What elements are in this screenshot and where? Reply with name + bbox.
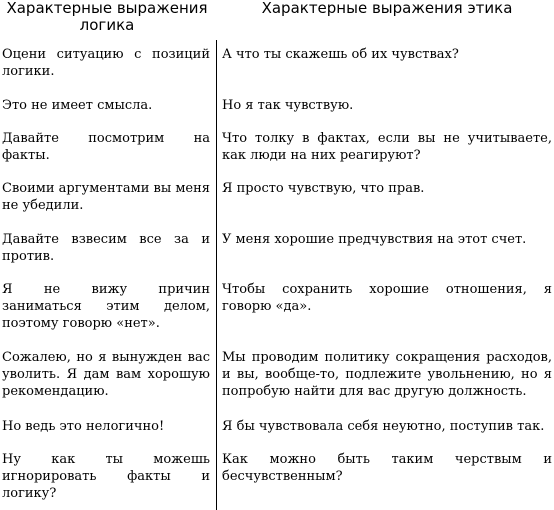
- header-logic: Характерные выражения логика: [6, 0, 208, 34]
- ethic-expression-3: Что толку в фактах, если вы не учитываете, как люди на них реагируют?: [222, 131, 552, 163]
- logic-expression-5: Давайте взвесим все за и против.: [2, 232, 210, 264]
- logic-expression-9: Ну как ты можешь игнорировать факты и логику?: [2, 452, 210, 501]
- ethic-expression-5: У меня хорошие предчувствия на этот счет.: [222, 232, 527, 247]
- ethic-expression-6: Чтобы сохранить хорошие отношения, я говорю «да».: [222, 282, 552, 314]
- logic-expression-4: Своими аргументами вы меня не убедили.: [2, 181, 210, 213]
- logic-expression-6: Я не вижу причин заниматься этим делом, поэтому говорю «нет».: [2, 282, 210, 331]
- logic-expression-7: Сожалею, но я вынужден вас уволить. Я дам вам хорошую рекомендацию.: [2, 350, 210, 399]
- logic-expression-3: Давайте посмотрим на факты.: [2, 131, 210, 163]
- header-ethic: Характерные выражения этика: [261, 0, 513, 17]
- ethic-expression-1: А что ты скажешь об их чувствах?: [222, 47, 459, 62]
- ethic-expression-8: Я бы чувствовала себя неуютно, поступив так.: [222, 419, 545, 434]
- ethic-expression-9: Как можно быть таким черствым и бесчувственным?: [222, 452, 552, 484]
- ethic-expression-2: Но я так чувствую.: [222, 98, 354, 113]
- ethic-expression-4: Я просто чувствую, что прав.: [222, 181, 425, 196]
- ethic-expression-7: Мы проводим политику сокращения расходов, и вы, вообще-то, подлежите увольнению, но я попробую найти для вас другую должность.: [222, 350, 552, 399]
- logic-expression-8: Но ведь это нелогично!: [2, 419, 165, 434]
- column-divider: [216, 40, 217, 510]
- logic-expression-1: Оцени ситуацию с позиций логики.: [2, 47, 210, 79]
- logic-expression-2: Это не имеет смысла.: [2, 98, 153, 113]
